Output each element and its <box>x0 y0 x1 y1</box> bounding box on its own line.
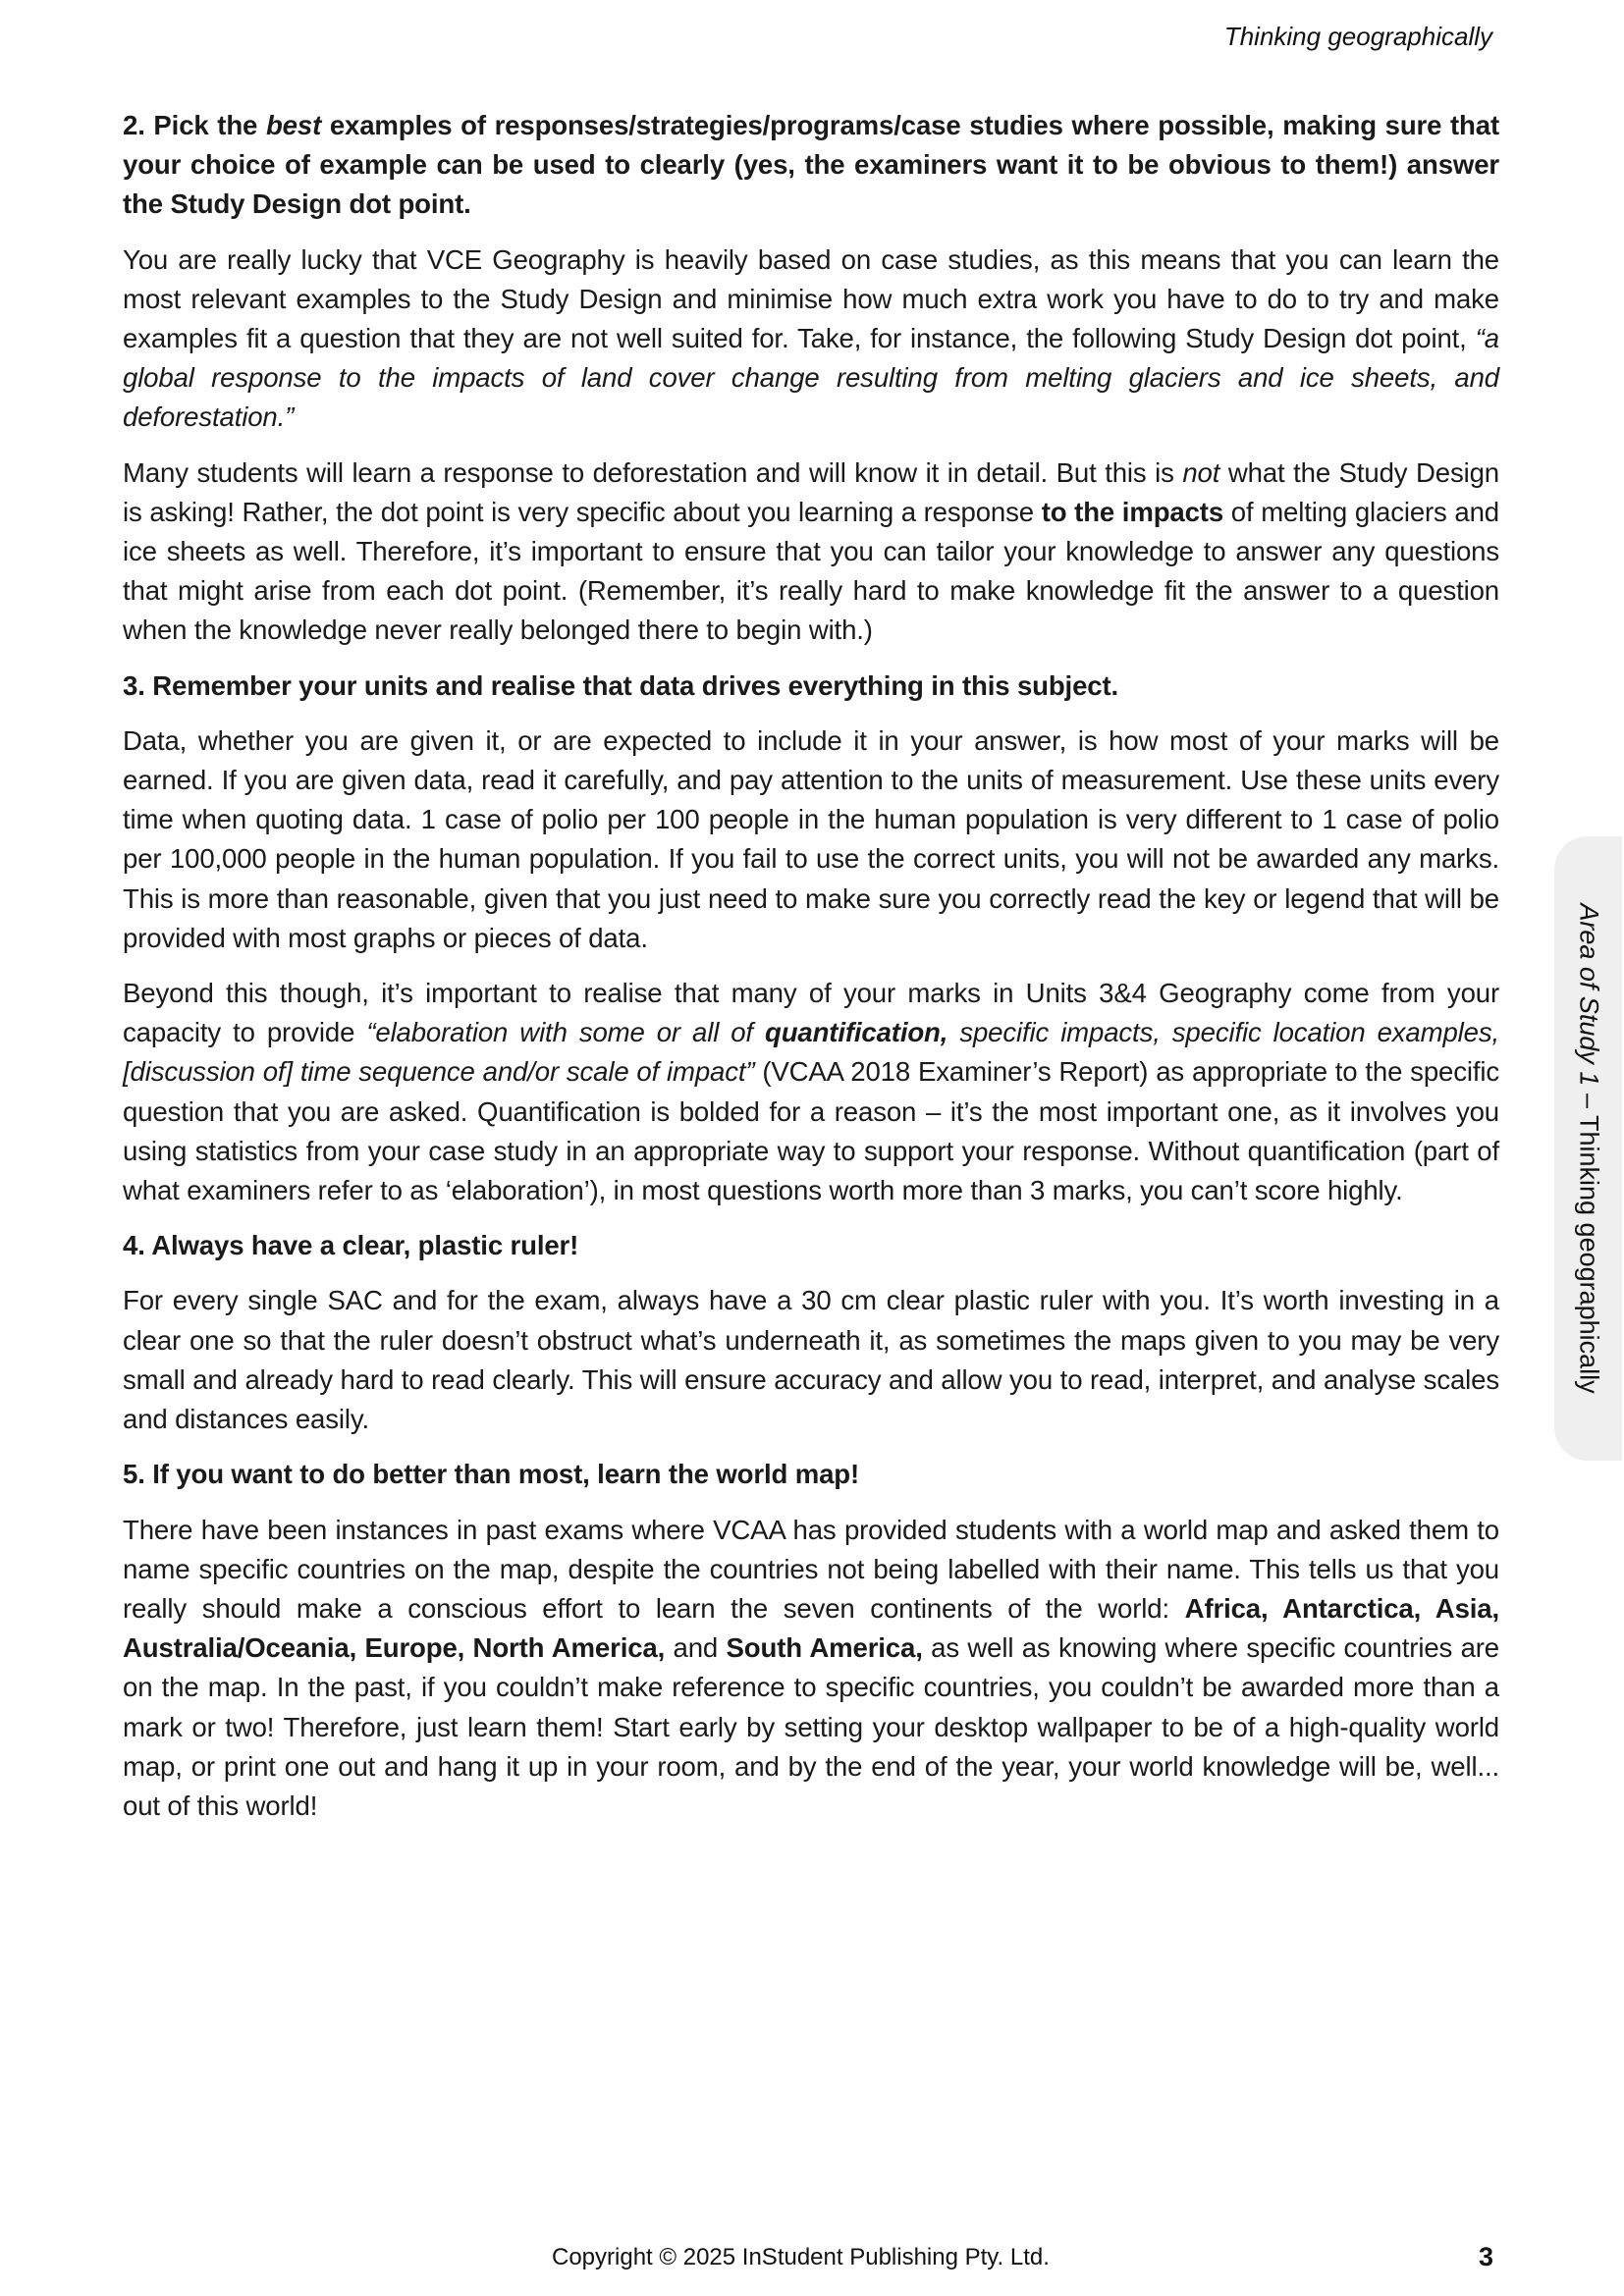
paragraph-text: and <box>665 1632 727 1664</box>
paragraph: Data, whether you are given it, or are expected to include it in your answer, is how most of your marks will be earned. If you are given data, read it carefully, and pay attention to the units of measurement. Use these units every time when quoting data. 1 case of polio per 100 people in the human population is very different to 1 case of polio per 100,000 people in the human population. If you fail to use the correct units, you will not be awarded any marks. This is more than reasonable, given that you just need to make sure you correctly read the key or legend that will be provided with most graphs or pieces of data. <box>123 724 1499 953</box>
paragraph <box>123 974 1499 1210</box>
copyright-notice: Copyright © 2025 InStudent Publishing Pty. Ltd. <box>552 2244 1050 2270</box>
paragraph-text: Many students will learn a response to deforestation and will know it in detail. But this is <box>123 456 1183 488</box>
side-tab-separator: – <box>1574 1086 1603 1115</box>
bold-text: to the impacts <box>1041 496 1224 527</box>
paragraph: For every single SAC and for the exam, always have a 30 cm clear plastic ruler with you. It’s worth investing in a clear one so that the ruler doesn’t obstruct what’s underneath it, as sometimes the maps given to you may be very small and already hard to read clearly. This will ensure accuracy and allow you to read, interpret, and analyse scales and distances easily. <box>123 1285 1499 1435</box>
heading-text: examples of responses/strategies/programs/case studies where possible, making sure that your choice of example can be used to clearly (yes, the examiners want it to be obvious to them!) answer the Study Design dot point. <box>123 110 1500 220</box>
page-body <box>123 106 1499 1842</box>
paragraph <box>123 240 1499 438</box>
continents-list: Africa, Antarctica, Asia, Australia/Oceania, Europe, North America, <box>123 1592 1499 1664</box>
paragraph-text: of melting glaciers and ice sheets as well. Therefore, it’s important to ensure that you can tailor your knowledge to answer any questions that might arise from each dot point. (Remember, it’s really hard to make knowledge fit the answer to a question when the knowledge never really belonged there to begin with.) <box>123 496 1500 646</box>
page-number: 3 <box>1479 2242 1494 2271</box>
study-design-quote: “a global response to the impacts of land cover change resulting from melting glaciers and ice sheets, and deforestation.” <box>123 323 1499 433</box>
section-heading-5: 5. If you want to do better than most, learn the world map! <box>123 1459 860 1490</box>
paragraph-text: You are really lucky that VCE Geography is heavily based on case studies, as this means that you can learn the most relevant examples to the Study Design and minimise how much extra work you have to do to try and make examples fit a question that they are not well suited for. Take, for instance, the following Study Design dot point, <box>123 243 1499 354</box>
section-heading-4: 4. Always have a clear, plastic ruler! <box>123 1230 579 1261</box>
paragraph <box>123 1511 1499 1827</box>
quote-text: specific impacts, specific location examples, [discussion of] time sequence and/or scale of impact” <box>123 1017 1499 1088</box>
heading-emphasis: best <box>265 110 322 140</box>
quote-text: “elaboration with some or all of <box>366 1017 765 1048</box>
paragraph-text: Beyond this though, it’s important to realise that many of your marks in Units 3&4 Geography come from your capacity to provide <box>123 978 1499 1048</box>
section-heading-3: 3. Remember your units and realise that data drives everything in this subject. <box>123 669 1119 701</box>
section-heading-2 <box>123 106 1499 225</box>
heading-text: Pick the <box>144 110 266 140</box>
side-tab-title: Thinking geographically <box>1574 1114 1603 1394</box>
paragraph-text: (VCAA 2018 Examiner’s Report) as appropriate to the specific question that you are asked. Quantification is bolded for a reason – it’s the most important one, as it involves you using statistics from your case study in an appropriate way to support your response. Without quantification (part of what examiners refer to as ‘elaboration’), in most questions worth more than 3 marks, you can’t score highly. <box>123 1056 1499 1206</box>
side-tab-prefix: Area of Study 1 <box>1574 903 1603 1087</box>
emphasis-text: not <box>1182 456 1220 488</box>
heading-number: 2. <box>123 110 145 140</box>
side-tab-label <box>1573 903 1603 1393</box>
quote-bold-text: quantification, <box>764 1017 948 1048</box>
area-of-study-side-tab <box>1554 836 1622 1461</box>
paragraph-text: as well as knowing where specific countries are on the map. In the past, if you couldn’t make reference to specific countries, you couldn’t be awarded more than a mark or two! Therefore, just learn them! Start early by setting your desktop wallpaper to be of a high-quality world map, or print one out and hang it up in your room, and by the end of the year, your world knowledge will be, well... out of this world! <box>123 1632 1500 1821</box>
paragraph-text: There have been instances in past exams where VCAA has provided students with a world map and asked them to name specific countries on the map, despite the countries not being labelled with their name. This tells us that you really should make a conscious effort to learn the seven continents of the world: <box>123 1514 1499 1624</box>
paragraph <box>123 454 1499 651</box>
continent-south-america: South America, <box>726 1632 923 1664</box>
paragraph-text: what the Study Design is asking! Rather, the dot point is very specific about you learning a response <box>123 456 1499 527</box>
running-header-title: Thinking geographically <box>1223 22 1492 51</box>
